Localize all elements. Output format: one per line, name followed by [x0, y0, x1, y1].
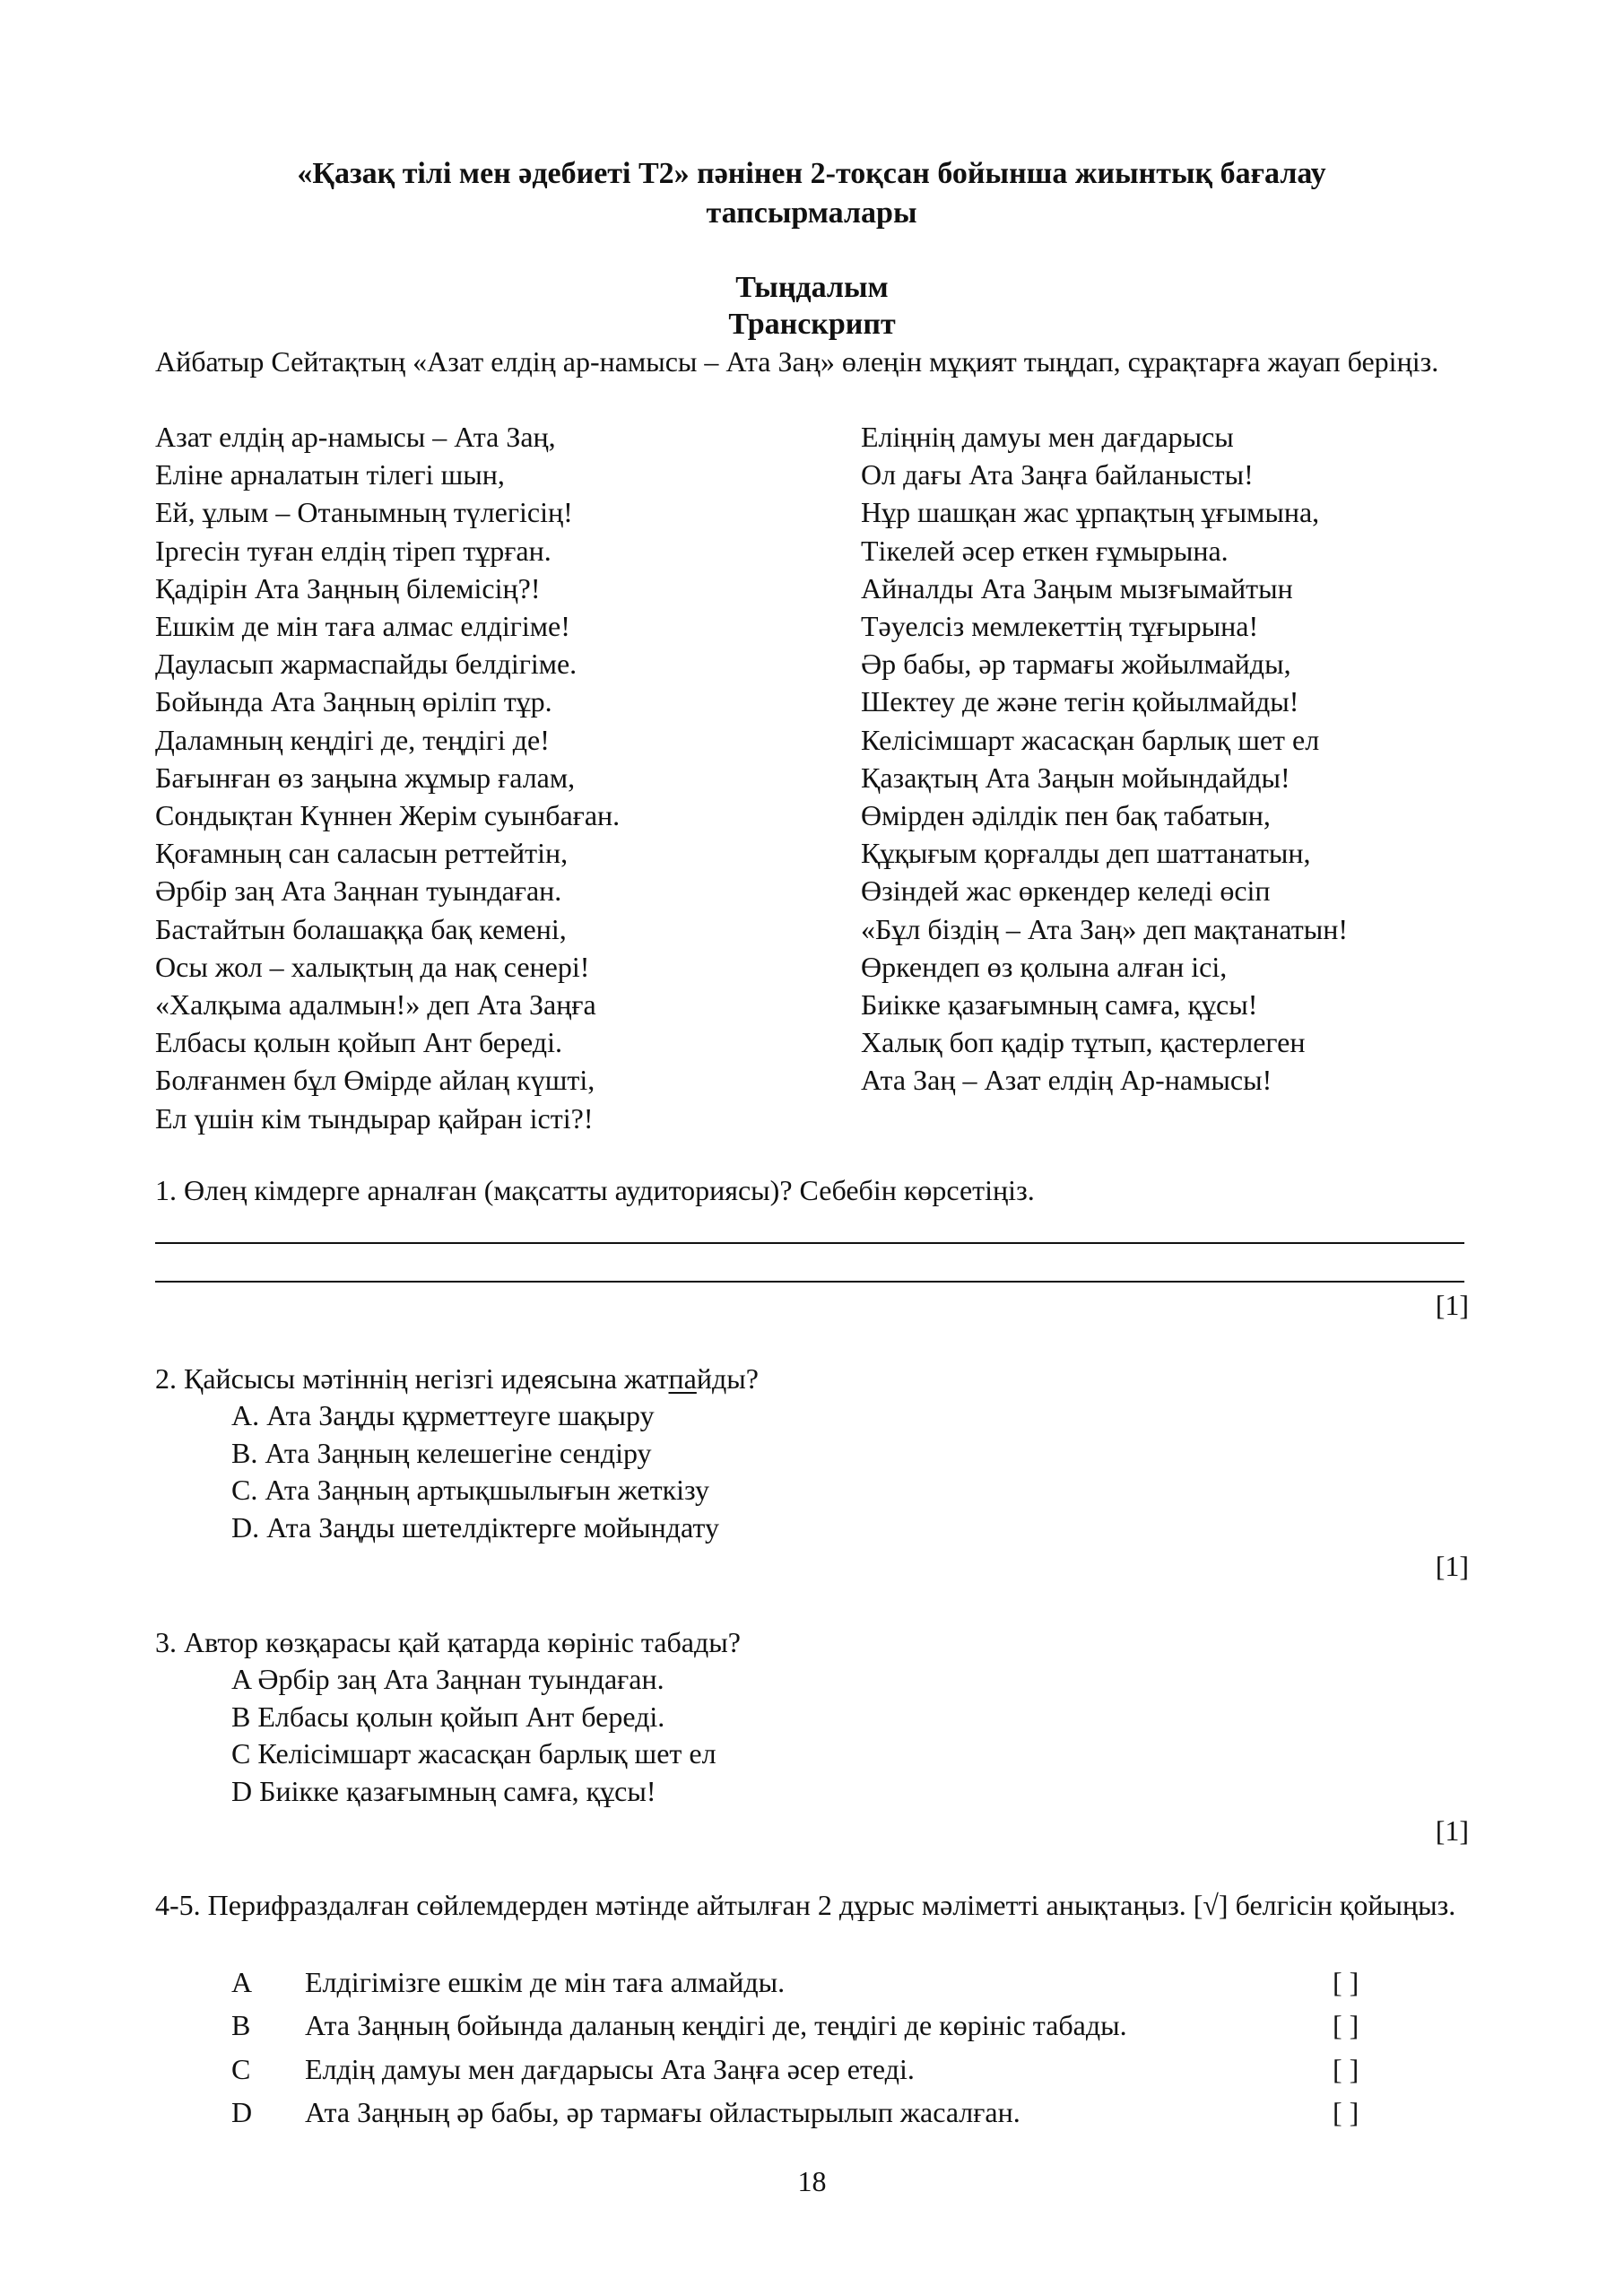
- question-4-5-text: 4-5. Перифраздалған сөйлемдерден мәтінде айтылған 2 дұрыс мәліметті анықтаңыз. [√] белгісін қойыңыз.: [155, 1889, 1456, 1921]
- poem-line: Тәуелсіз мемлекеттің тұғырына!: [861, 610, 1259, 643]
- question-3-text: 3. Автор көзқарасы қай қатарда көрініс табады?: [155, 1626, 741, 1658]
- page-title: «Қазақ тілі мен әдебиеті Т2» пәнінен 2-тоқсан бойынша жиынтық бағалау тапсырмалары: [297, 157, 1326, 230]
- poem-line: Даламның кеңдігі де, теңдігі де!: [155, 723, 550, 756]
- question-2-score: [1]: [1435, 1550, 1469, 1582]
- poem-left-column: [155, 418, 620, 1137]
- subsection-heading: Транскрипт: [728, 308, 896, 341]
- poem-line: Әр бабы, әр тармағы жойылмайды,: [861, 648, 1291, 681]
- poem-line: Бойында Ата Заңның өріліп тұр.: [155, 685, 552, 718]
- poem-line: Ол дағы Ата Заңға байланысты!: [861, 458, 1254, 491]
- option-c[interactable]: C. Ата Заңның артықшылығын жеткізу: [231, 1474, 709, 1506]
- question-3-options: [231, 1661, 716, 1810]
- statement-row: [231, 1961, 1397, 2004]
- poem-line: Тікелей әсер еткен ғұмырына.: [861, 534, 1229, 567]
- poem-line: Өмірден әділдік пен бақ табатын,: [861, 799, 1271, 832]
- question-2-text-start: 2. Қайсысы мәтіннің негізгі идеясына жат: [155, 1362, 669, 1395]
- option-d[interactable]: D Биікке қазағымның самға, құсы!: [231, 1774, 656, 1807]
- statement-letter: C: [231, 2053, 251, 2085]
- poem-line: Келісімшарт жасасқан барлық шет ел: [861, 723, 1320, 756]
- question-2-text-end: йды?: [696, 1362, 759, 1395]
- answer-line[interactable]: [155, 1242, 1464, 1244]
- poem-line: Нұр шашқан жас ұрпақтың ұғымына,: [861, 496, 1320, 529]
- statement-row: [231, 2004, 1397, 2047]
- statement-text: Ата Заңның әр бабы, әр тармағы ойластырылып жасалған.: [305, 2096, 1020, 2128]
- statement-text: Елдің дамуы мен дағдарысы Ата Заңға әсер етеді.: [305, 2053, 915, 2085]
- option-c[interactable]: C Келісімшарт жасасқан барлық шет ел: [231, 1737, 716, 1770]
- poem-line: Қоғамның сан саласын реттейтін,: [155, 837, 569, 870]
- poem-line: Сондықтан Күннен Жерім суынбаған.: [155, 799, 621, 832]
- poem-line: Елбасы қолын қойып Ант береді.: [155, 1026, 562, 1059]
- statement-text: Елдігімізге ешкім де мін таға алмайды.: [305, 1966, 786, 1998]
- poem-line: «Бұл біздің – Ата Заң» деп мақтанатын!: [861, 912, 1349, 945]
- question-2-text: [155, 1360, 759, 1397]
- poem-line: Әрбір заң Ата Заңнан туындаған.: [155, 874, 562, 908]
- question-2-options: [231, 1397, 719, 1546]
- option-d[interactable]: D. Ата Заңды шетелдіктерге мойындату: [231, 1510, 719, 1544]
- poem-line: Халық боп қадір тұтып, қастерлеген: [861, 1026, 1306, 1059]
- poem-line: Азат елдің ар-намысы – Ата Заң,: [155, 421, 556, 453]
- poem-line: «Халқыма адалмын!» деп Ата Заңға: [155, 988, 596, 1022]
- option-b[interactable]: B. Ата Заңның келешегіне сендіру: [231, 1436, 652, 1469]
- option-a[interactable]: A Әрбір заң Ата Заңнан туындаған.: [231, 1663, 664, 1695]
- poem-line: Шектеу де және тегін қойылмайды!: [861, 685, 1299, 718]
- statement-letter: A: [231, 1966, 253, 1998]
- poem-line: Өркендеп өз қолына алған ісі,: [861, 950, 1228, 983]
- question-2-underlined: па: [668, 1362, 697, 1395]
- poem-line: Қадірін Ата Заңның білемісің?!: [155, 571, 541, 604]
- poem-line: Айналды Ата Заңым мызғымайтын: [861, 571, 1293, 604]
- statement-row: [231, 2091, 1397, 2134]
- poem-line: Іргесін туған елдің тіреп тұрған.: [155, 534, 551, 567]
- poem-line: Өзіндей жас өркендер келеді өсіп: [861, 874, 1271, 908]
- poem-line: Болғанмен бұл Өмірде айлаң күшті,: [155, 1064, 595, 1097]
- question-1-score: [1]: [1435, 1289, 1469, 1321]
- poem-line: Ешкім де мін таға алмас елдігіме!: [155, 610, 570, 643]
- poem-line: Еліне арналатын тілегі шын,: [155, 458, 505, 491]
- statement-letter: B: [231, 2009, 251, 2041]
- checkbox[interactable]: [ ]: [1333, 2009, 1359, 2041]
- option-b[interactable]: B Елбасы қолын қойып Ант береді.: [231, 1700, 665, 1733]
- poem-line: Ей, ұлым – Отанымның түлегісің!: [155, 496, 573, 529]
- statement-row: [231, 2048, 1397, 2091]
- question-1-text: 1. Өлең кімдерге арналған (мақсатты аудиториясы)? Себебін көрсетіңіз.: [155, 1174, 1035, 1206]
- poem-right-column: [861, 418, 1348, 1100]
- poem-line: Бағынған өз заңына жұмыр ғалам,: [155, 761, 576, 794]
- checkbox[interactable]: [ ]: [1333, 2053, 1359, 2085]
- section-heading: Тыңдалым: [735, 271, 889, 304]
- poem-line: Ел үшін кім тындырар қайран істі?!: [155, 1101, 594, 1135]
- option-a[interactable]: A. Ата Заңды құрметтеуге шақыру: [231, 1399, 655, 1431]
- poem-line: Құқығым қорғалды деп шаттанатын,: [861, 837, 1311, 870]
- poem-line: Биікке қазағымның самға, құсы!: [861, 988, 1258, 1022]
- listening-instruction: Айбатыр Сейтақтың «Азат елдің ар-намысы – Ата Заң» өлеңін мұқият тыңдап, сұрақтарға жауап беріңіз.: [155, 345, 1439, 378]
- poem-line: Осы жол – халықтың да нақ сенері!: [155, 950, 590, 983]
- poem-line: Дауласып жармаспайды белдігіме.: [155, 648, 578, 681]
- question-3-score: [1]: [1435, 1814, 1469, 1847]
- poem-line: Қазақтың Ата Заңын мойындайды!: [861, 761, 1290, 794]
- statement-letter: D: [231, 2096, 253, 2128]
- checkbox[interactable]: [ ]: [1333, 2096, 1359, 2128]
- poem-line: Ата Заң – Азат елдің Ар-намысы!: [861, 1064, 1272, 1097]
- checkbox[interactable]: [ ]: [1333, 1966, 1359, 1998]
- answer-line[interactable]: [155, 1281, 1464, 1283]
- page-number: 18: [797, 2165, 827, 2197]
- statement-text: Ата Заңның бойында даланың кеңдігі де, теңдігі де көрініс табады.: [305, 2009, 1127, 2041]
- poem-line: Еліңнің дамуы мен дағдарысы: [861, 421, 1234, 453]
- poem-line: Бастайтын болашаққа бақ кемені,: [155, 912, 567, 945]
